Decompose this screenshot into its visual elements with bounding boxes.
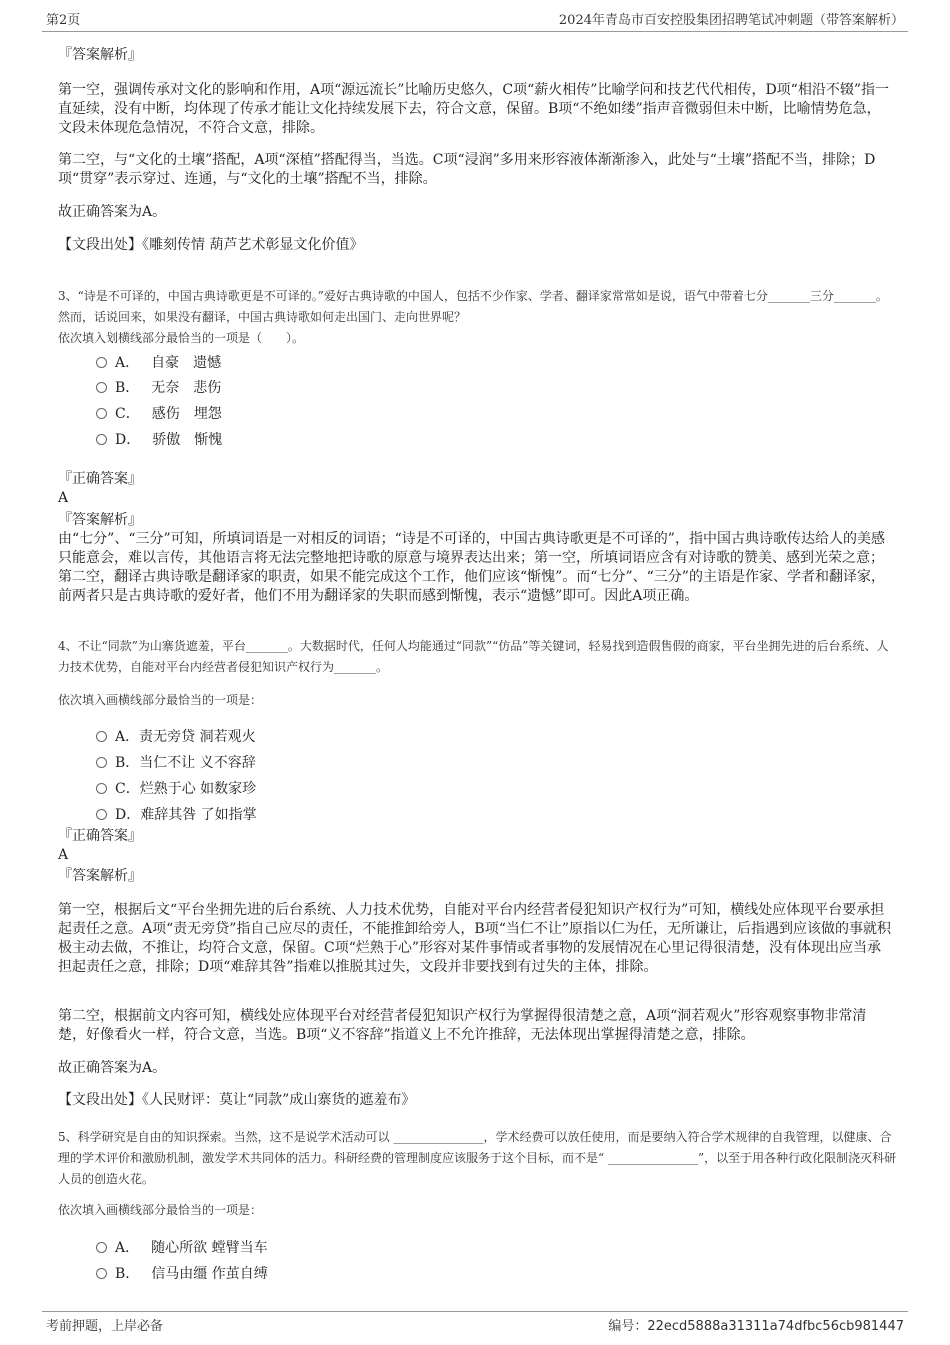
option-text: 烂熟于心 如数家珍	[139, 781, 257, 797]
question-prompt: 依次填入画横线部分最恰当的一项是：	[58, 1203, 263, 1217]
header-divider	[42, 31, 908, 32]
answer-analysis-label: 『答案解析』	[58, 512, 142, 528]
answer-analysis-label: 『答案解析』	[58, 868, 142, 884]
option-b[interactable]	[96, 1263, 268, 1283]
answer-analysis-label: 『答案解析』	[58, 47, 142, 63]
radio-icon[interactable]	[96, 731, 107, 742]
option-letter: B．	[115, 755, 140, 771]
analysis-paragraph: 第一空，强调传承对文化的影响和作用，A项“源远流长”比喻历史悠久，C项“薪火相传”比喻学问和技艺代代相传，D项“相沿不辍”指一直延续，没有中断，均体现了传承才能让文化持续发展下去，符合文意，保留。B项“不绝如缕”指声音微弱但未中断，比喻情势危急，文段未体现危急情况，不符合文意，排除。	[58, 82, 889, 136]
option-letter: B．	[115, 380, 140, 396]
option-letter: B．	[115, 1266, 140, 1282]
document-code-label: 编号：	[608, 1319, 648, 1334]
option-letter: C．	[115, 781, 140, 797]
option-letter: D．	[115, 432, 141, 448]
option-text: 随心所欲 螳臂当车	[151, 1240, 268, 1256]
question-stem: 3、“诗是不可译的，中国古典诗歌更是不可译的。”爱好古典诗歌的中国人，包括不少作家、学者、翻译家常常如是说，语气中带着七分_______三分_______。然而，话说回来，如果没有翻译，中国古典诗歌如何走出国门、走向世界呢？	[58, 289, 888, 324]
radio-icon[interactable]	[96, 357, 107, 368]
radio-icon[interactable]	[96, 434, 107, 445]
question-stem: 5、科学研究是自由的知识探索。当然，这不是说学术活动可以 _______________，学术经费可以放任使用，而是要纳入符合学术规律的自我管理，以健康、合理的学术评价和激励机制，激发学术共同体的活力。科研经费的管理制度应该服务于这个目标，而不是“ _______________”，以至于用各种行政化限制浇灭科研人员的创造火花。	[58, 1130, 897, 1186]
radio-icon[interactable]	[96, 382, 107, 393]
radio-icon[interactable]	[96, 1268, 107, 1279]
radio-icon[interactable]	[96, 757, 107, 768]
page-number: 第2页	[46, 13, 81, 28]
option-c[interactable]	[96, 403, 222, 423]
document-code-value: 22ecd5888a31311a74dfbc56cb981447	[647, 1319, 904, 1334]
correct-answer-statement: 故正确答案为A。	[58, 1060, 167, 1076]
option-d[interactable]	[96, 804, 257, 824]
option-b[interactable]	[96, 752, 256, 772]
document-title: 2024年青岛市百安控股集团招聘笔试冲刺题（带答案解析）	[558, 13, 904, 28]
question-prompt: 依次填入划横线部分最恰当的一项是（ ）。	[58, 331, 305, 345]
source-citation: 【文段出处】《雕刻传情 葫芦艺术彰显文化价值》	[58, 237, 364, 253]
radio-icon[interactable]	[96, 783, 107, 794]
option-a[interactable]	[96, 1237, 268, 1257]
option-letter: A．	[115, 1240, 140, 1256]
analysis-paragraph: 第二空，根据前文内容可知，横线处应体现平台对经营者侵犯知识产权行为掌握得很清楚之意，A项“洞若观火”形容观察事物非常清楚，好像看火一样，符合文意，当选。B项“义不容辞”指道义上不允许推辞，无法体现出掌握得清楚之意，排除。	[58, 1008, 867, 1043]
correct-answer-label: 『正确答案』	[58, 828, 142, 844]
option-letter: A．	[115, 355, 140, 371]
analysis-paragraph: 第一空，根据后文“平台坐拥先进的后台系统、人力技术优势，自能对平台内经营者侵犯知识产权行为”可知，横线处应体现平台要承担起责任之意。A项“责无旁贷”指自己应尽的责任，不能推卸给旁人，B项“当仁不让”原指以仁为任，无所谦让，后指遇到应该做的事就积极主动去做，不推让，均符合文意，保留。C项“烂熟于心”形容对某件事情或者事物的发展情况在心里记得很清楚，没有体现出应当承担起责任之意，排除；D项“难辞其咎”指难以推脱其过失，文段并非要找到有过失的主体，排除。	[58, 902, 892, 975]
correct-answer: A	[58, 490, 69, 506]
source-citation: 【文段出处】《人民财评：莫让“同款”成山寨货的遮羞布》	[58, 1092, 416, 1108]
footer-divider	[42, 1311, 908, 1312]
option-b[interactable]	[96, 377, 221, 397]
radio-icon[interactable]	[96, 1242, 107, 1253]
correct-answer-statement: 故正确答案为A。	[58, 204, 167, 220]
option-text: 骄傲 惭愧	[152, 432, 223, 448]
option-text: 难辞其咎 了如指掌	[140, 807, 257, 823]
option-a[interactable]	[96, 352, 221, 372]
option-a[interactable]	[96, 726, 256, 746]
option-letter: C．	[115, 406, 140, 422]
document-code	[608, 1315, 904, 1334]
question-stem: 4、不让“同款”为山寨货遮羞，平台_______。大数据时代，任何人均能通过“同款”“仿品”等关键词，轻易找到造假售假的商家，平台坐拥先进的后台系统、人力技术优势，自能对平台内经营者侵犯知识产权行为_______。	[58, 639, 889, 674]
option-d[interactable]	[96, 429, 222, 449]
option-text: 感伤 埋怨	[151, 406, 222, 422]
option-text: 无奈 悲伤	[151, 380, 222, 396]
option-text: 自豪 遗憾	[151, 355, 222, 371]
analysis-paragraph: 第二空，与“文化的土壤”搭配，A项“深植”搭配得当，当选。C项“浸润”多用来形容液体渐渐渗入，此处与“土壤”搭配不当，排除；D项“贯穿”表示穿过、连通，与“文化的土壤”搭配不当，排除。	[58, 152, 876, 187]
footer-slogan: 考前押题，上岸必备	[46, 1319, 164, 1334]
option-text: 责无旁贷 洞若观火	[139, 729, 256, 745]
correct-answer: A	[58, 847, 69, 863]
question-prompt: 依次填入画横线部分最恰当的一项是：	[58, 693, 263, 707]
option-text: 信马由缰 作茧自缚	[151, 1266, 268, 1282]
correct-answer-label: 『正确答案』	[58, 471, 142, 487]
option-letter: D．	[115, 807, 141, 823]
radio-icon[interactable]	[96, 809, 107, 820]
analysis-paragraph: 由“七分”、“三分”可知，所填词语是一对相反的词语；“诗是不可译的，中国古典诗歌更是不可译的”，指中国古典诗歌传达给人的美感只能意会，难以言传，其他语言将无法完整地把诗歌的原意与境界表达出来；第一空，所填词语应含有对诗歌的赞美、感到光荣之意；第二空，翻译古典诗歌是翻译家的职责，如果不能完成这个工作，他们应该“惭愧”。而“七分”、“三分”的主语是作家、学者和翻译家，前两者只是古典诗歌的爱好者，他们不用为翻译家的失职而感到惭愧，表示“遗憾”即可。因此A项正确。	[58, 531, 885, 604]
radio-icon[interactable]	[96, 408, 107, 419]
option-c[interactable]	[96, 778, 256, 798]
option-text: 当仁不让 义不容辞	[139, 755, 256, 771]
option-letter: A．	[115, 729, 140, 745]
